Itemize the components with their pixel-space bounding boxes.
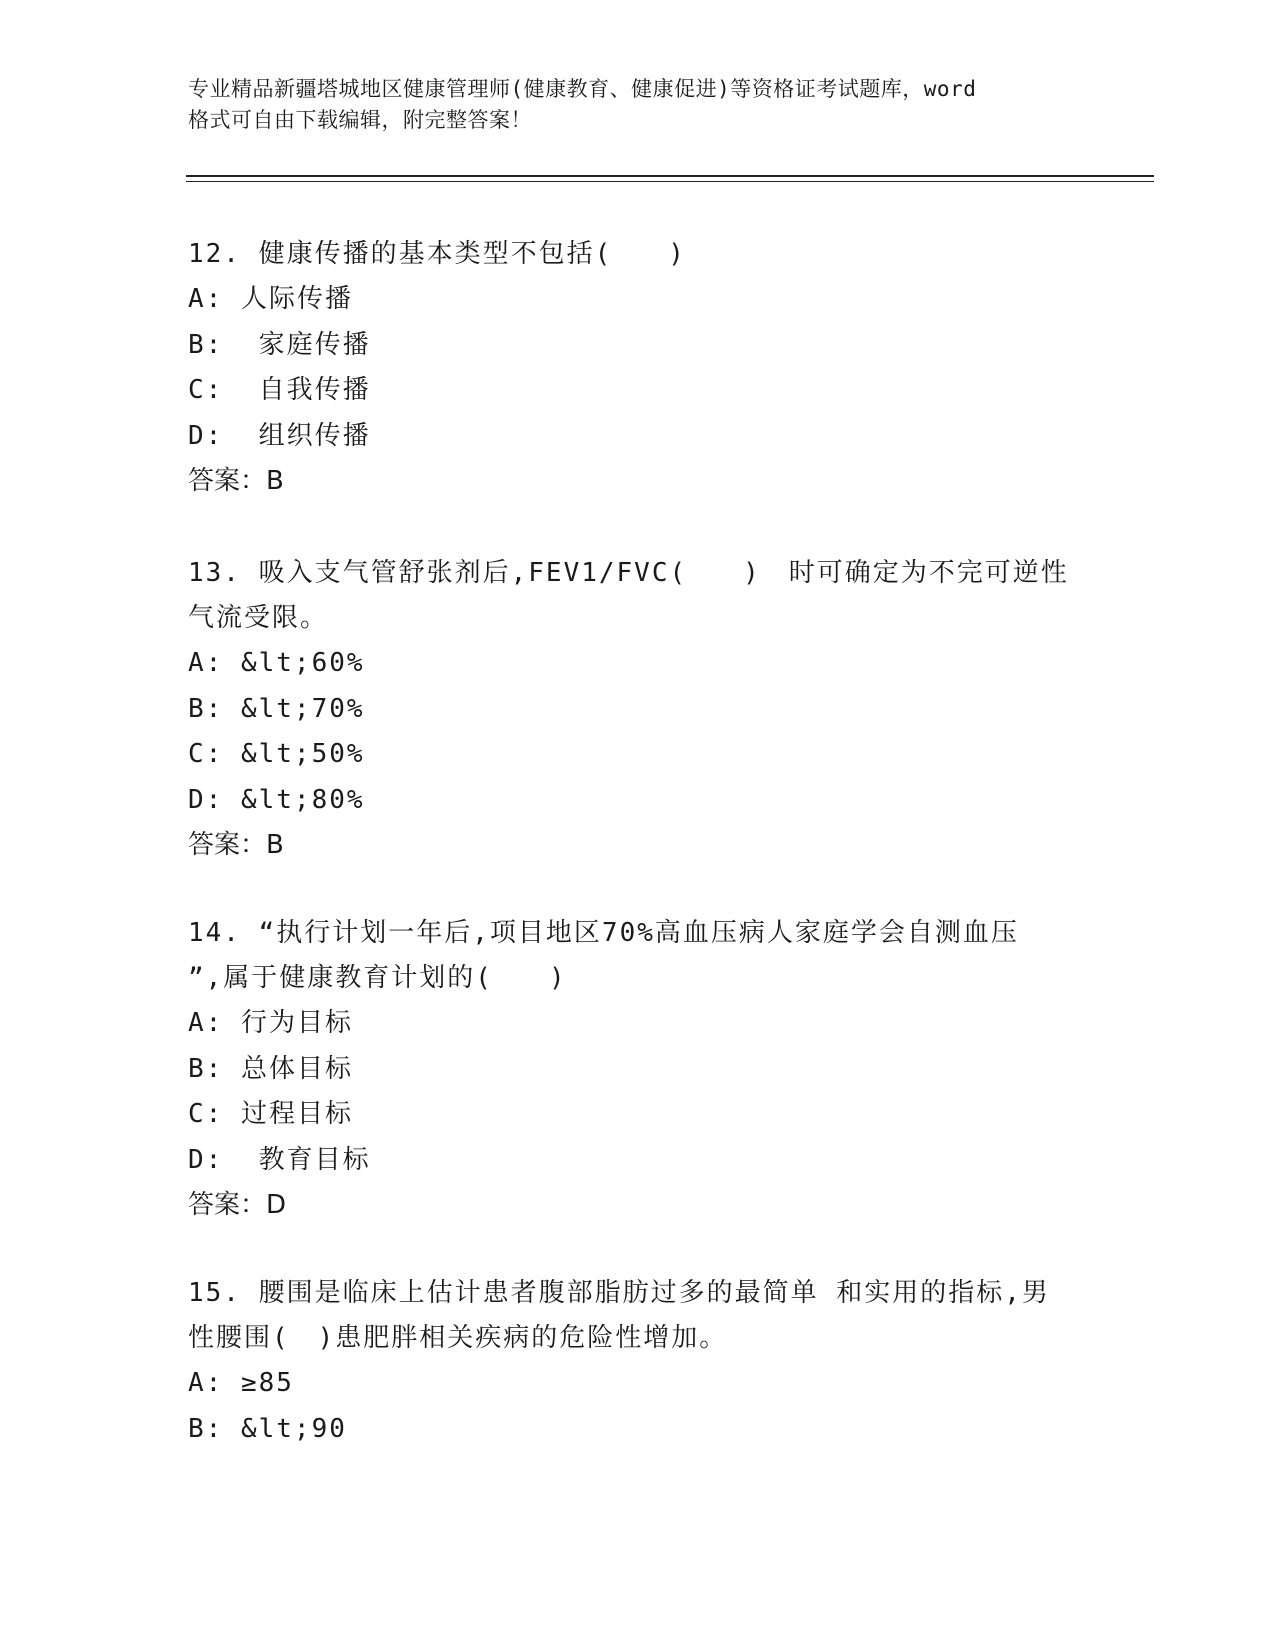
option-c: C: 自我传播 xyxy=(188,375,371,405)
header-rule-thin xyxy=(186,181,1154,182)
option-b: B: &lt;90 xyxy=(188,1413,347,1444)
option-b: B: 家庭传播 xyxy=(188,329,371,360)
question-stem: 14. “执行计划一年后,项目地区70%高血压病人家庭学会自测血压 xyxy=(188,918,1019,948)
header-rule-thick xyxy=(186,175,1154,177)
question-stem: 15. 腰围是临床上估计患者腹部脂肪过多的最简单 和实用的指标,男 xyxy=(188,1278,1050,1308)
question-12 xyxy=(188,232,1088,505)
header-line-2: 格式可自由下载编辑，附完整答案！ xyxy=(188,108,532,132)
question-stem-continued: 气流受限。 xyxy=(188,603,329,633)
answer: 答案：D xyxy=(188,1190,287,1220)
answer: 答案：B xyxy=(188,830,284,860)
question-stem-continued: ”,属于健康教育计划的( ) xyxy=(188,963,567,993)
question-14 xyxy=(188,911,1088,1229)
option-a: A: 人际传播 xyxy=(188,284,353,314)
option-a: A: ≥85 xyxy=(188,1368,294,1398)
header-line-1: 专业精品新疆塔城地区健康管理师(健康教育、健康促进)等资格证考试题库，word xyxy=(188,77,977,101)
option-c: C: 过程目标 xyxy=(188,1099,353,1129)
document-header xyxy=(188,74,1088,136)
option-b: B: &lt;70% xyxy=(188,693,365,724)
option-d: D: 教育目标 xyxy=(188,1144,371,1175)
option-b: B: 总体目标 xyxy=(188,1053,353,1084)
option-a: A: 行为目标 xyxy=(188,1008,353,1038)
option-d: D: 组织传播 xyxy=(188,420,371,451)
option-c: C: &lt;50% xyxy=(188,739,365,769)
question-13 xyxy=(188,551,1088,869)
question-stem-continued: 性腰围( )患肥胖相关疾病的危险性增加。 xyxy=(188,1323,728,1353)
question-stem: 12. 健康传播的基本类型不包括( ) xyxy=(188,239,686,269)
answer: 答案：B xyxy=(188,466,284,496)
option-d: D: &lt;80% xyxy=(188,784,365,815)
question-stem: 13. 吸入支气管舒张剂后,FEV1/FVC( ) 时可确定为不完可逆性 xyxy=(188,558,1069,588)
question-15 xyxy=(188,1271,1088,1452)
option-a: A: &lt;60% xyxy=(188,648,365,678)
